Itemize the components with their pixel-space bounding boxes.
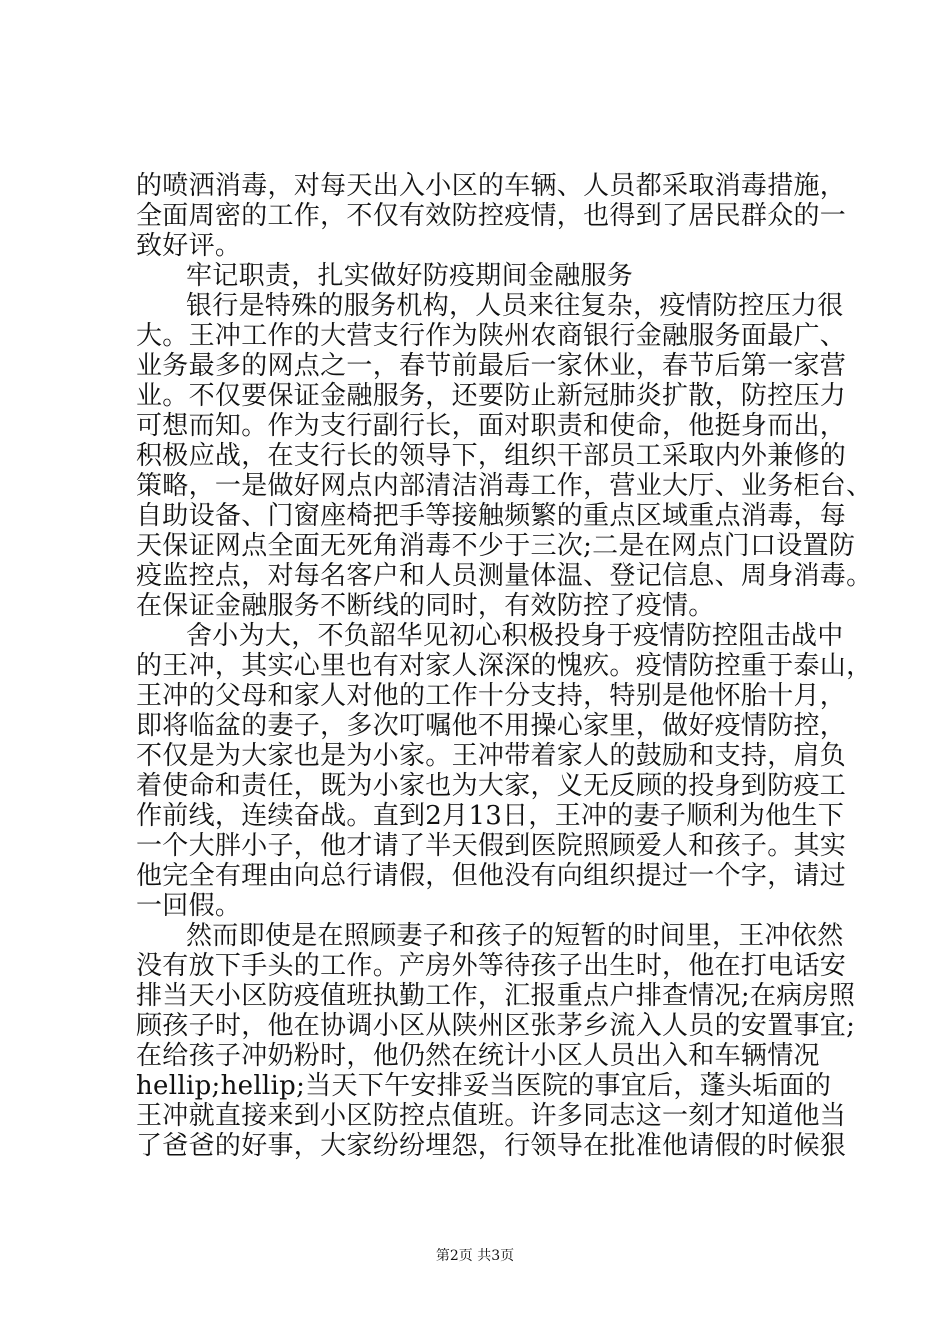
text-line: 天保证网点全面无死角消毒不少于三次;二是在网点门口设置防 [136,531,856,561]
text-line: 在给孩子冲奶粉时，他仍然在统计小区人员出入和车辆情况 [136,1041,820,1071]
text-line: 致好评。 [136,231,242,261]
text-line: 作前线，连续奋战。直到2月13日，王冲的妻子顺利为他生下 [136,801,845,831]
text-line: 积极应战，在支行长的领导下，组织干部员工采取内外兼修的 [136,441,847,471]
text-line: 王冲的父母和家人对他的工作十分支持，特别是他怀胎十月， [136,681,847,711]
text-line: 策略，一是做好网点内部清洁消毒工作，营业大厅、业务柜台、 [136,471,873,501]
text-line: 然而即使是在照顾妻子和孩子的短暂的时间里，王冲依然 [186,921,844,951]
text-line: 着使命和责任，既为小家也为大家，义无反顾的投身到防疫工 [136,771,847,801]
section-heading: 牢记职责，扎实做好防疫期间金融服务 [186,261,634,291]
text-line: 不仅是为大家也是为小家。王冲带着家人的鼓励和支持，肩负 [136,741,847,771]
text-line: 一回假。 [136,891,242,921]
text-line: 一个大胖小子，他才请了半天假到医院照顾爱人和孩子。其实 [136,831,847,861]
text-line: 舍小为大，不负韶华见初心积极投身于疫情防控阻击战中 [186,621,844,651]
text-line: 即将临盆的妻子，多次叮嘱他不用操心家里，做好疫情防控， [136,711,847,741]
text-line: 在保证金融服务不断线的同时，有效防控了疫情。 [136,591,715,621]
text-line: 排当天小区防疫值班执勤工作，汇报重点户排查情况;在病房照 [136,981,856,1011]
text-line: 自助设备、门窗座椅把手等接触频繁的重点区域重点消毒，每 [136,501,847,531]
text-line: 他完全有理由向总行请假，但他没有向组织提过一个字，请过 [136,861,847,891]
text-line: 银行是特殊的服务机构，人员来往复杂，疫情防控压力很 [186,291,844,321]
document-body [136,171,873,1161]
text-line: 大。王冲工作的大营支行作为陕州农商银行金融服务面最广、 [136,321,847,351]
text-line: 的王冲，其实心里也有对家人深深的愧疚。疫情防控重于泰山， [136,651,873,681]
text-line: 了爸爸的好事，大家纷纷埋怨，行领导在批准他请假的时候狠 [136,1131,847,1161]
text-line: hellip;hellip;当天下午安排妥当医院的事宜后，蓬头垢面的 [136,1071,832,1101]
text-line: 可想而知。作为支行副行长，面对职责和使命，他挺身而出， [136,411,847,441]
text-line: 没有放下手头的工作。产房外等待孩子出生时，他在打电话安 [136,951,847,981]
text-line: 王冲就直接来到小区防控点值班。许多同志这一刻才知道他当 [136,1101,847,1131]
page-number: 第2页 共3页 [435,1248,515,1264]
text-line: 疫监控点，对每名客户和人员测量体温、登记信息、周身消毒。 [136,561,873,591]
text-line: 业。不仅要保证金融服务，还要防止新冠肺炎扩散，防控压力 [136,381,847,411]
text-line: 的喷洒消毒，对每天出入小区的车辆、人员都采取消毒措施， [136,171,847,201]
text-line: 全面周密的工作，不仅有效防控疫情，也得到了居民群众的一 [136,201,847,231]
text-line: 顾孩子时，他在协调小区从陕州区张茅乡流入人员的安置事宜; [136,1011,856,1041]
text-line: 业务最多的网点之一，春节前最后一家休业，春节后第一家营 [136,351,847,381]
